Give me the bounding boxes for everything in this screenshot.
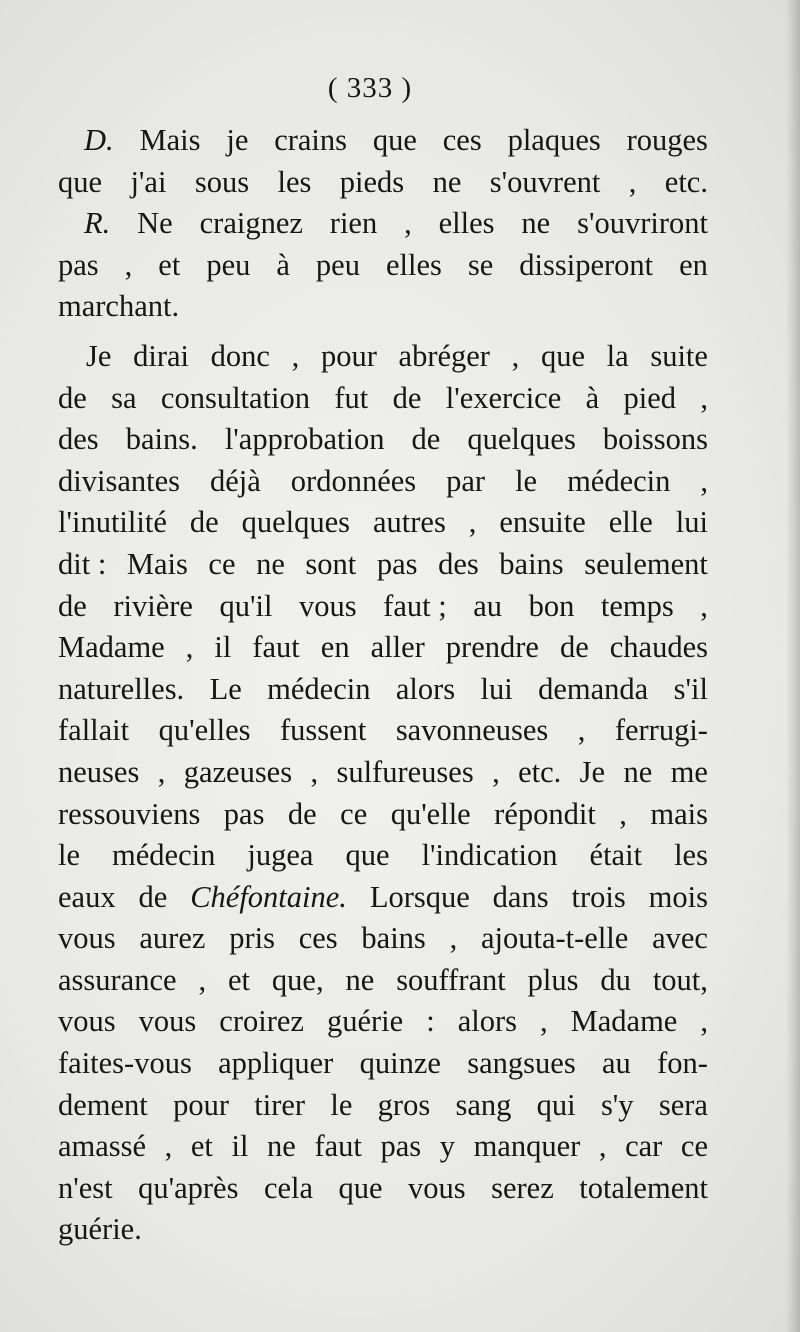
text-line: l'inutilité de quelques autres , ensuite elle lui	[58, 505, 708, 540]
paragraph-gap	[58, 328, 708, 336]
text-line: de sa consultation fut de l'exercice à pied ,	[58, 380, 708, 415]
page-number: ( 333 )	[327, 72, 413, 104]
text-line: fallait qu'elles fussent savonneuses , ferrugi-	[58, 713, 708, 748]
body-text	[58, 120, 708, 1251]
text-line: assurance , et que, ne souffrant plus du tout,	[58, 962, 708, 997]
text-line: Je dirai donc , pour abréger , que la suite	[86, 338, 708, 373]
text-line: dit : Mais ce ne sont pas des bains seulement	[58, 546, 708, 581]
text-line: pas , et peu à peu elles se dissiperont en	[58, 247, 708, 282]
text-line: marchant.	[58, 289, 180, 324]
text-line: des bains. l'approbation de quelques boissons	[58, 422, 708, 457]
text-line: dement pour tirer le gros sang qui s'y sera	[58, 1087, 708, 1122]
text-line: ressouviens pas de ce qu'elle répondit , mais	[58, 796, 708, 831]
text-line: divisantes déjà ordonnées par le médecin ,	[58, 463, 708, 498]
text-line: amassé , et il ne faut pas y manquer , car ce	[58, 1129, 708, 1164]
text-line: guérie.	[58, 1212, 142, 1247]
text-line: faites-vous appliquer quinze sangsues au fon-	[58, 1046, 708, 1081]
text-line: vous aurez pris ces bains , ajouta-t-elle avec	[58, 921, 708, 956]
text-line: le médecin jugea que l'indication était les	[58, 838, 708, 873]
text-line: Madame , il faut en aller prendre de chaudes	[58, 630, 708, 665]
text-line: n'est qu'après cela que vous serez totalement	[58, 1170, 708, 1205]
text-line: naturelles. Le médecin alors lui demanda s'il	[58, 671, 708, 706]
text-line: vous vous croirez guérie : alors , Madame ,	[58, 1004, 708, 1039]
text-line: de rivière qu'il vous faut ; au bon temps ,	[58, 588, 708, 623]
text-line: D. Mais je crains que ces plaques rouges	[84, 123, 708, 157]
text-line: neuses , gazeuses , sulfureuses , etc. Je ne me	[58, 754, 708, 789]
text-line: que j'ai sous les pieds ne s'ouvrent , etc.	[58, 164, 708, 199]
text-line: R. Ne craignez rien , elles ne s'ouvriront	[84, 206, 708, 241]
text-line: eaux de Chéfontaine. Lorsque dans trois mois	[58, 879, 708, 914]
page-edge-shadow	[786, 0, 800, 1332]
